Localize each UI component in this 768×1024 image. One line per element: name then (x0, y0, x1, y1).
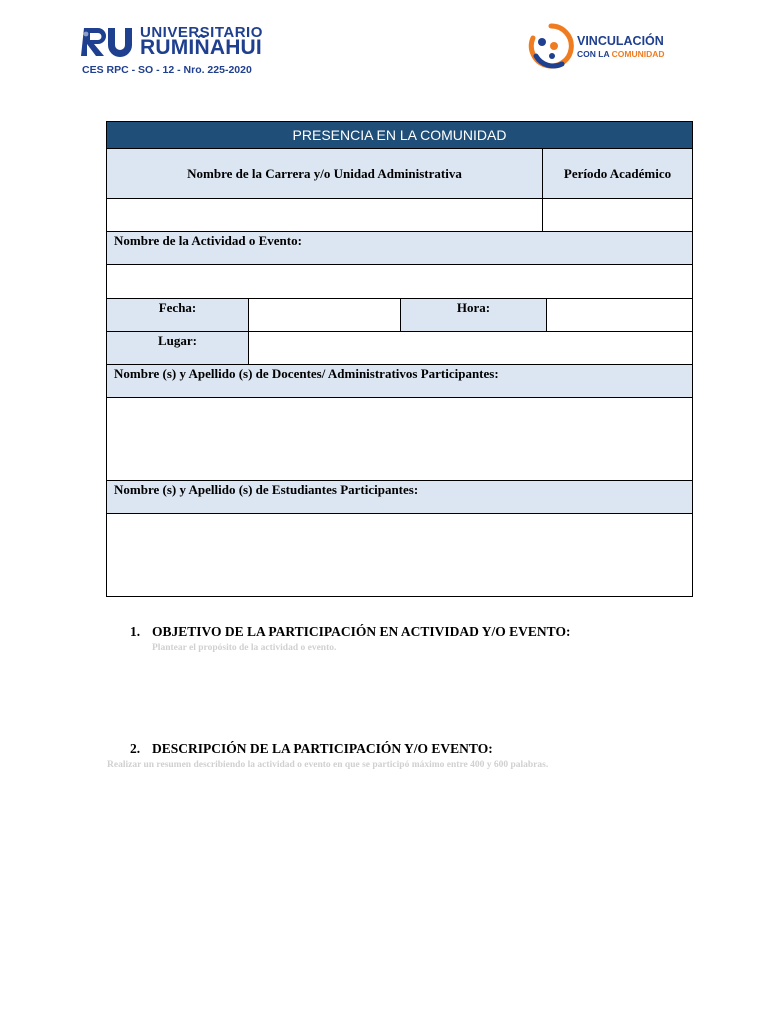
vinculacion-logo (528, 22, 678, 72)
carrera-field[interactable] (106, 198, 543, 232)
actividad-field[interactable] (106, 264, 693, 299)
university-logo (78, 22, 278, 80)
docentes-label: Nombre (s) y Apellido (s) de Docentes/ Administrativos Participantes: (106, 364, 693, 398)
docentes-field[interactable] (106, 397, 693, 481)
section-1-hint[interactable]: Plantear el propósito de la actividad o evento. (152, 643, 337, 653)
accreditation-code: CES RPC - SO - 12 - Nro. 225-2020 (82, 64, 252, 76)
lugar-field[interactable] (248, 331, 693, 365)
fecha-field[interactable] (248, 298, 401, 332)
university-name-line1: UNIVERSITARIO (140, 24, 263, 41)
section-2-hint[interactable]: Realizar un resumen describiendo la actividad o evento en que se participó máximo entre 400 y 600 palabras. (107, 760, 549, 770)
section-2-title: DESCRIPCIÓN DE LA PARTICIPACIÓN Y/O EVENTO: (152, 741, 493, 756)
estudiantes-label: Nombre (s) y Apellido (s) de Estudiantes Participantes: (106, 480, 693, 514)
university-name-line2: RUMIÑAHUI (140, 36, 262, 59)
hora-field[interactable] (546, 298, 693, 332)
community-logo-icon (528, 22, 574, 70)
section-1-number: 1. (130, 624, 141, 639)
fecha-label: Fecha: (106, 298, 249, 332)
section-2-number: 2. (130, 741, 141, 756)
form-title: PRESENCIA EN LA COMUNIDAD (106, 121, 693, 149)
periodo-field[interactable] (542, 198, 693, 232)
section-1-title: OBJETIVO DE LA PARTICIPACIÓN EN ACTIVIDAD Y/O EVENTO: (152, 624, 571, 639)
lugar-label: Lugar: (106, 331, 249, 365)
vinculacion-subtitle-part2: COMUNIDAD (611, 49, 665, 59)
vinculacion-subtitle (577, 49, 665, 59)
estudiantes-field[interactable] (106, 513, 693, 597)
presence-form (106, 121, 693, 597)
hora-label: Hora: (400, 298, 547, 332)
vinculacion-title: VINCULACIÓN (577, 34, 664, 48)
actividad-label: Nombre de la Actividad o Evento: (106, 231, 693, 265)
carrera-label: Nombre de la Carrera y/o Unidad Administrativa (106, 148, 543, 199)
vinculacion-subtitle-part1: CON LA (577, 49, 612, 59)
periodo-label: Período Académico (542, 148, 693, 199)
ru-logo-icon (80, 24, 136, 60)
